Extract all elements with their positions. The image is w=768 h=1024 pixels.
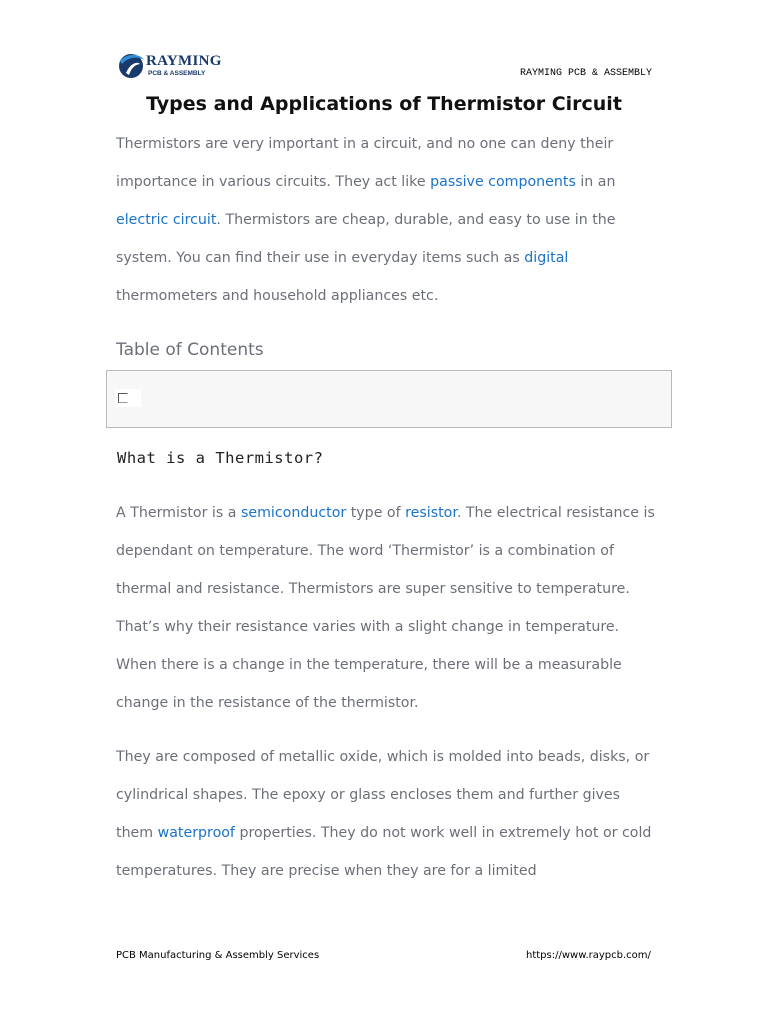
intro-text-3: . Thermistors are cheap, durable, and easy to use in the system. You can find their use in everyday items such as <box>116 212 616 266</box>
para2-text-2: properties. They do not work well in extremely hot or cold temperatures. They are precise when they are for a limited <box>116 825 652 879</box>
footer-url-link[interactable]: https://www.raypcb.com/ <box>526 950 651 961</box>
link-passive-components[interactable]: passive components <box>430 174 576 190</box>
intro-text-1: Thermistors are very important in a circuit, and no one can deny their importance in various circuits. They act like <box>116 136 614 190</box>
intro-text-2: in an <box>575 174 616 190</box>
section-heading: What is a Thermistor? <box>117 449 324 467</box>
para1-text-2: type of <box>346 505 406 521</box>
link-electric-circuit[interactable]: electric circuit <box>116 212 217 228</box>
header-company-name: RAYMING PCB & ASSEMBLY <box>520 68 653 79</box>
para2-text-1: They are composed of metallic oxide, which is molded into beads, disks, or cylindrical shapes. The epoxy or glass encloses them and further gives them <box>116 749 650 841</box>
paragraph-what-is <box>116 494 661 722</box>
toc-title: Table of Contents <box>116 340 264 360</box>
toc-container <box>106 370 672 428</box>
intro-text-4: thermometers and household appliances etc. <box>116 288 439 304</box>
toc-toggle-button[interactable] <box>115 389 141 407</box>
link-semiconductor[interactable]: semiconductor <box>240 505 347 521</box>
intro-paragraph <box>116 125 661 315</box>
rayming-logo-icon <box>116 51 146 81</box>
logo-subtext: PCB & ASSEMBLY <box>148 70 206 77</box>
toc-toggle-icon <box>118 393 128 403</box>
link-resistor[interactable]: resistor <box>405 505 457 521</box>
para1-text-1: A Thermistor is a <box>116 505 241 521</box>
footer-services: PCB Manufacturing & Assembly Services <box>116 950 320 961</box>
link-digital[interactable]: digital <box>524 250 569 266</box>
link-waterproof[interactable]: waterproof <box>157 825 235 841</box>
rayming-logo <box>116 51 226 81</box>
para1-text-3: . The electrical resistance is dependant on temperature. The word ‘Thermistor’ is a combination of thermal and resistance. Thermistors are super sensitive to temperature. That’s why their resistance varies with a slight change in temperature. When there is a change in the temperature, there will be a measurable change in the resistance of the thermistor. <box>116 505 655 711</box>
logo-text: RAYMING <box>146 53 222 69</box>
paragraph-composition <box>116 738 661 890</box>
page-title: Types and Applications of Thermistor Circuit <box>146 93 622 115</box>
